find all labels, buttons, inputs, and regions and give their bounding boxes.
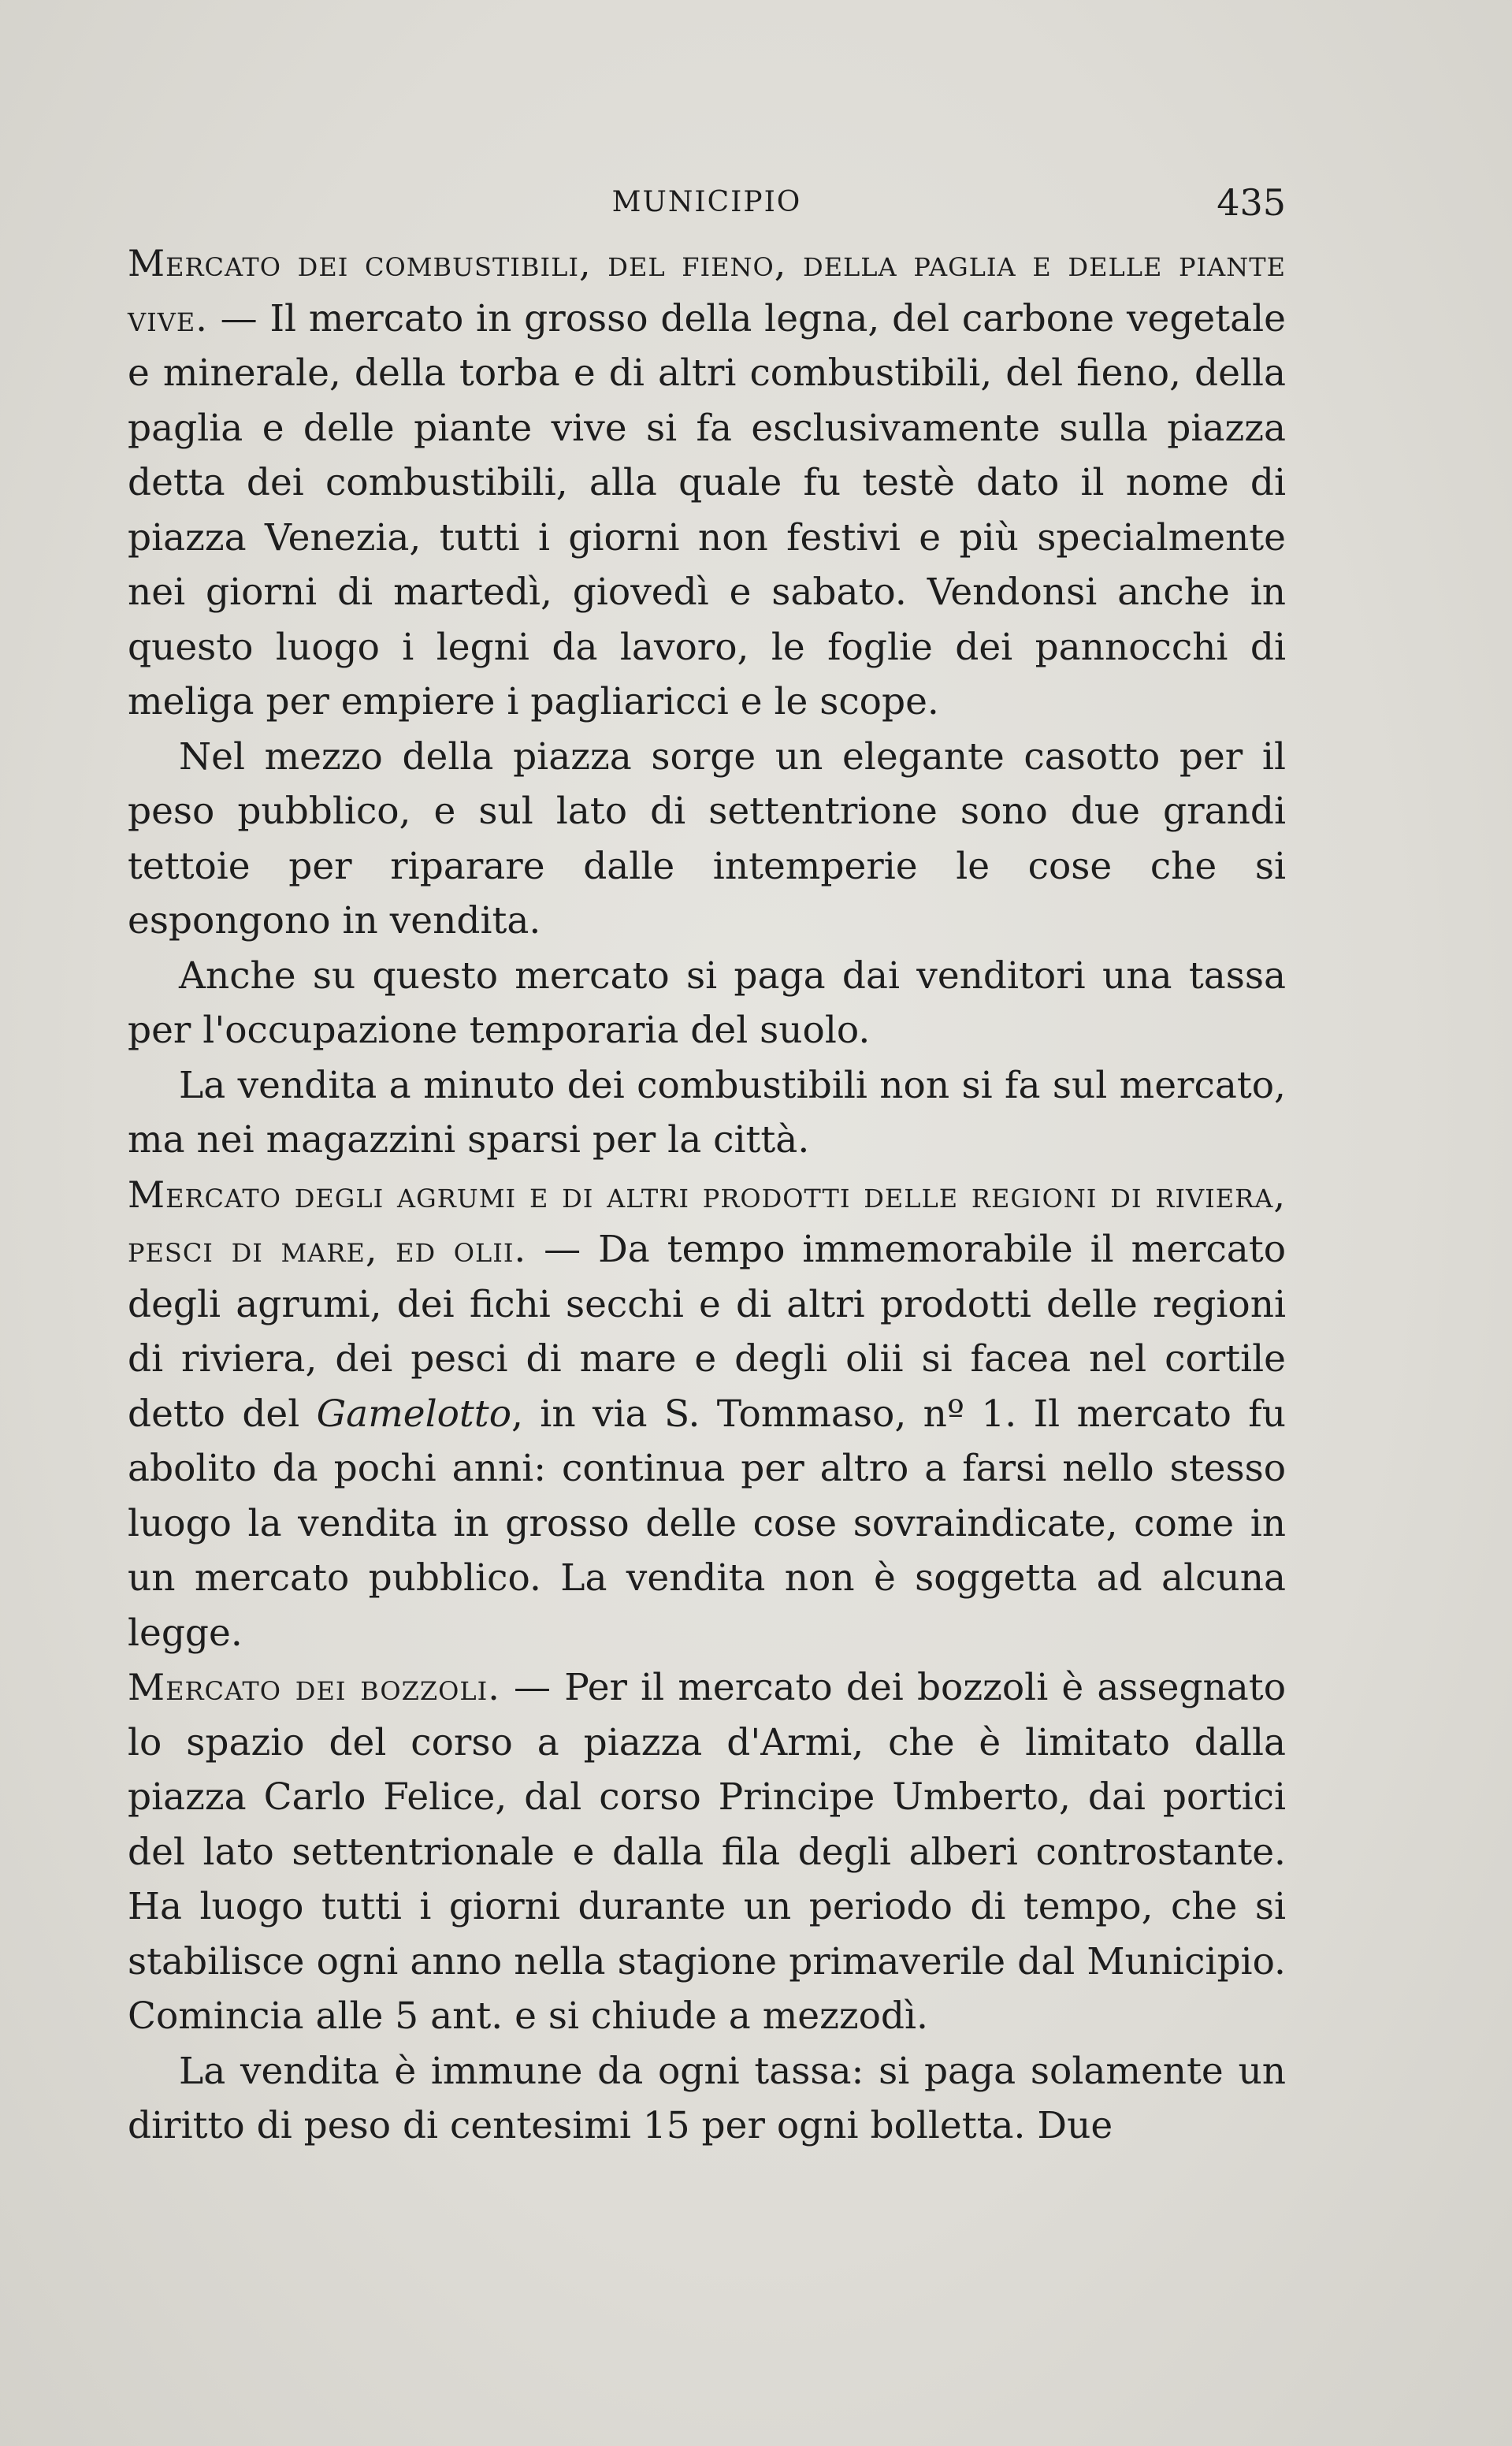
section-text: , in via S. Tommaso, nº 1. Il mercato fu abolito da pochi anni: continua per altro a farsi nello stesso luogo la vendita in grosso delle cose sovraindicate, come in un mercato pubblico. La vendita non è soggetta ad alcuna legge. [128, 1392, 1286, 1655]
section-heading: Mercato dei combustibili, del fieno, della paglia e delle piante vive. [128, 242, 1286, 340]
paragraph: Nel mezzo della piazza sorge un elegante casotto per il peso pubblico, e sul lato di settentrione sono due grandi tettoie per riparare dalle intemperie le cose che si espongono in vendita. [128, 734, 1286, 942]
paragraph: La vendita a minuto dei combustibili non si fa sul mercato, ma nei magazzini sparsi per la città. [128, 1063, 1286, 1162]
running-head: MUNICIPIO [611, 186, 802, 218]
em-dash: — [500, 1666, 565, 1709]
section-agrumi [128, 1168, 1286, 1661]
section-combustibili [128, 236, 1286, 730]
section-bozzoli [128, 1660, 1286, 2044]
section-text: Il mercato in grosso della legna, del carbone vegetale e minerale, della torba e di altri combustibili, del fieno, della paglia e delle piante vive si fa esclusivamente sulla piazza detta dei combustibili, alla quale fu testè dato il nome di piazza Venezia, tutti i giorni non festivi e più specialmente nei giorni di martedì, giovedì e sabato. Vendonsi anche in questo luogo i legni da lavoro, le foglie dei pannocchi di meliga per empiere i pagliaricci e le scope. [128, 296, 1286, 723]
section-heading: Mercato degli agrumi e di altri prodotti delle regioni di riviera, pesci di mare, ed olii. [128, 1173, 1286, 1270]
em-dash: — [526, 1228, 599, 1271]
italic-place-name: Gamelotto [316, 1392, 511, 1436]
page-header [128, 181, 1286, 233]
section-heading: Mercato dei bozzoli. [128, 1666, 500, 1708]
body-text [128, 236, 1286, 2154]
page-number: 435 [1217, 181, 1286, 224]
paragraph: La vendita è immune da ogni tassa: si paga solamente un diritto di peso di centesimi 15 per ogni bolletta. Due [128, 2049, 1286, 2147]
section-text: Da tempo immemorabile il mercato degli agrumi, dei fichi secchi e di altri prodotti delle regioni di riviera, dei pesci di mare e degli olii si facea nel cortile detto del [128, 1228, 1286, 1436]
section-text: Per il mercato dei bozzoli è assegnato lo spazio del corso a piazza d'Armi, che è limitato dalla piazza Carlo Felice, dal corso Principe Umberto, dai portici del lato settentrionale e dalla fila degli alberi controstante. Ha luogo tutti i giorni durante un periodo di tempo, che si stabilisce ogni anno nella stagione primaverile dal Municipio. Comincia alle 5 ant. e si chiude a mezzodì. [128, 1666, 1286, 2038]
paragraph: Anche su questo mercato si paga dai venditori una tassa per l'occupazione temporaria del suolo. [128, 953, 1286, 1052]
em-dash: — [207, 296, 270, 340]
